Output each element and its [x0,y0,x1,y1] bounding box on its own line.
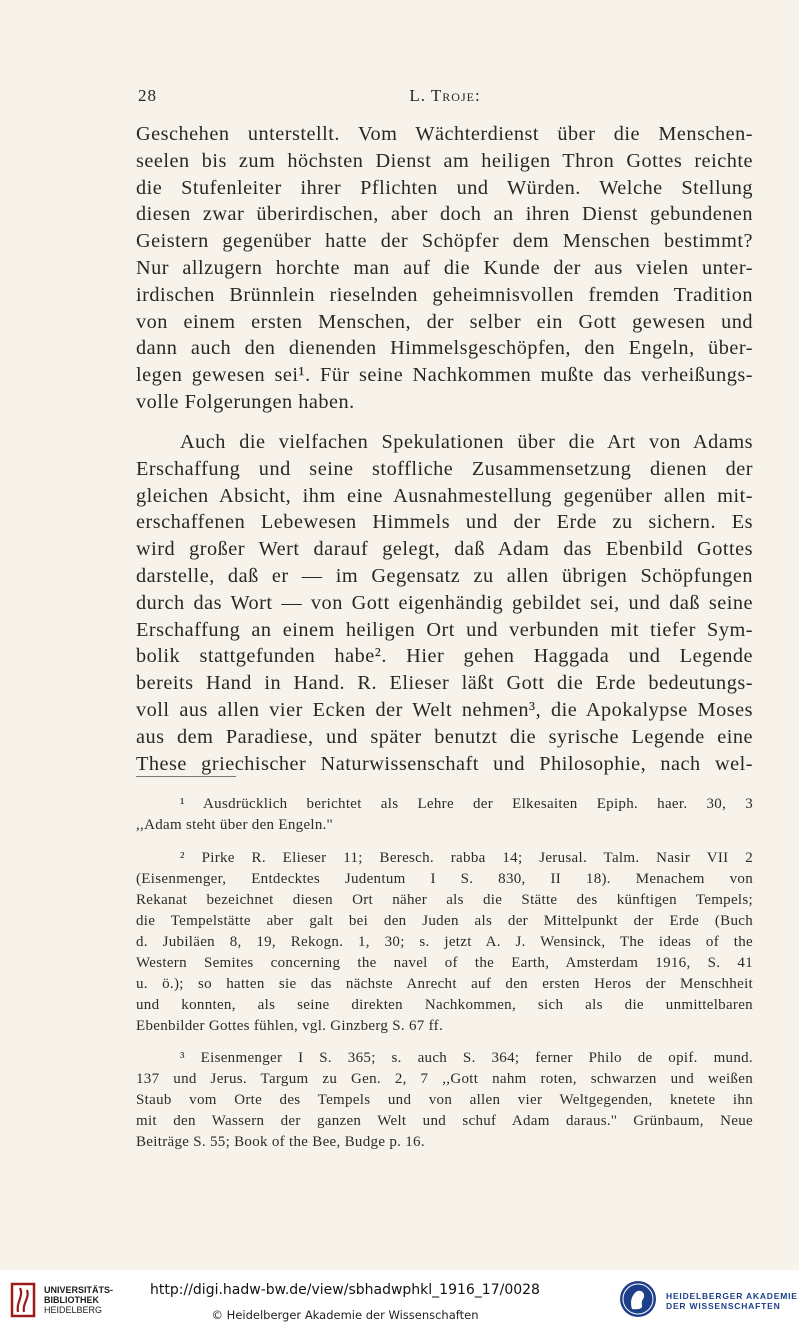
footnote-1 [136,794,753,836]
footnote-line: Rekanat bezeichnet diesen Ort näher als die Stätte des künftigen Tempels; [136,892,753,908]
text-line: volle Folgerungen haben. [136,390,355,413]
page-header [138,86,752,106]
library-line-2: BIBLIOTHEK [44,1295,99,1305]
library-line-1: UNIVERSITÄTS- [44,1285,114,1295]
text-line: voll aus allen vier Ecken der Welt nehmen³, die Apokalypse Moses [136,698,753,721]
paragraph-1 [136,121,753,416]
footnote-line: ² Pirke R. Elieser 11; Beresch. rabba 14; Jerusal. Talm. Nasir VII 2 [180,850,753,866]
footnote-line: und konnten, als seine direkten Nachkommen, sich als die unmittelbaren [136,997,753,1013]
text-line: Nur allzugern horchte man auf die Kunde der aus vielen unter- [136,256,753,279]
text-line: die Stufenleiter ihrer Pflichten und Würden. Welche Stellung [136,176,753,199]
text-line: Geistern gegenüber hatte der Schöpfer dem Menschen bestimmt? [136,230,753,253]
footnote-line: u. ö.); so hatten sie das nächste Anrecht auf den ersten Heros der Menschheit [136,976,753,992]
text-line: Erschaffung und seine stoffliche Zusammensetzung dienen der [136,457,753,480]
text-line: Auch die vielfachen Spekulationen über die Art von Adams [180,431,753,453]
paragraph-2 [136,429,753,777]
footnote-2 [136,848,753,1037]
source-url-link[interactable]: http://digi.hadw-bw.de/view/sbhadwphkl_1916_17/0028 [150,1282,540,1298]
text-line: These griechischer Naturwissenschaft und Philosophie, nach wel- [136,752,753,775]
text-line: dann auch den dienenden Himmelsgeschöpfen, den Engeln, über- [136,337,753,360]
footer-bar [0,1270,799,1330]
footnote-line: 137 und Jerus. Targum zu Gen. 2, 7 ,,Gott nahm roten, schwarzen und weißen [136,1071,753,1087]
text-line: Erschaffung an einem heiligen Ort und verbunden mit tiefer Sym- [136,618,753,641]
footnote-line: ,,Adam steht über den Engeln.'' [136,817,333,833]
footnote-divider [136,776,236,777]
text-line: Geschehen unterstellt. Vom Wächterdienst über die Menschen- [136,123,753,145]
footnote-line: Western Semites concerning the navel of the Earth, Amsterdam 1916, S. 41 [136,955,753,971]
academy-name [666,1291,798,1311]
footnote-line: mit den Wassern der ganzen Welt und schuf Adam daraus.'' Grünbaum, Neue [136,1113,753,1129]
text-line: seelen bis zum höchsten Dienst am heiligen Thron Gottes reichte [136,149,753,172]
text-line: darstelle, daß er — im Gegensatz zu allen übrigen Schöpfungen [136,564,753,587]
academy-seal-icon [618,1279,658,1319]
text-line: irdischen Brünnlein rieselnden geheimnisvollen fremden Tradition [136,283,753,306]
page-number: 28 [138,86,157,105]
text-line: bolik stattgefunden habe². Hier gehen Haggada und Legende [136,645,753,668]
footnote-line: Staub vom Orte des Tempels und von allen vier Weltgegenden, knetete ihn [136,1092,753,1108]
footnote-line: die Tempelstätte aber galt bei den Juden als der Mittelpunkt der Erde (Buch [136,913,753,929]
library-line-3: HEIDELBERG [44,1305,103,1315]
footnote-line: d. Jubiläen 8, 19, Rekogn. 1, 30; s. jetzt A. J. Wensinck, The ideas of the [136,934,753,950]
text-line: bereits Hand in Hand. R. Elieser läßt Gott die Erde bedeutungs- [136,672,753,695]
footnote-line: ³ Eisenmenger I S. 365; s. auch S. 364; ferner Philo de opif. mund. [180,1050,753,1066]
text-line: erschaffenen Lebewesen Himmels und der Erde zu sichern. Es [136,511,753,534]
copyright-notice: © Heidelberger Akademie der Wissenschaften [211,1308,479,1322]
academy-line-1: HEIDELBERGER AKADEMIE [666,1291,798,1301]
footnote-line: (Eisenmenger, Entdecktes Judentum I S. 830, II 18). Menachem von [136,871,753,887]
running-head: L. Troje: [409,86,481,105]
text-line: aus dem Paradiese, und später benutzt die syrische Legende eine [136,725,753,748]
university-library-logo-icon [10,1282,36,1318]
text-line: gleichen Absicht, ihm eine Ausnahmestellung gegenüber allen mit- [136,484,753,507]
footnote-line: ¹ Ausdrücklich berichtet als Lehre der Elkesaiten Epiph. haer. 30, 3 [180,796,753,812]
text-line: durch das Wort — von Gott eigenhändig gebildet sei, und daß seine [136,591,753,614]
academy-line-2: DER WISSENSCHAFTEN [666,1301,781,1311]
footnote-3 [136,1048,753,1153]
text-line: wird großer Wert darauf gelegt, daß Adam das Ebenbild Gottes [136,538,753,561]
text-line: legen gewesen sei¹. Für seine Nachkommen mußte das verheißungs- [136,364,753,387]
footnote-line: Ebenbilder Gottes fühlen, vgl. Ginzberg S. 67 ff. [136,1018,444,1034]
text-line: von einem ersten Menschen, der selber ein Gott gewesen und [136,310,753,333]
text-line: diesen zwar überirdischen, aber doch an ihren Dienst gebundenen [136,203,753,226]
footnote-line: Beiträge S. 55; Book of the Bee, Budge p. 16. [136,1134,425,1150]
university-library-name [44,1285,113,1315]
